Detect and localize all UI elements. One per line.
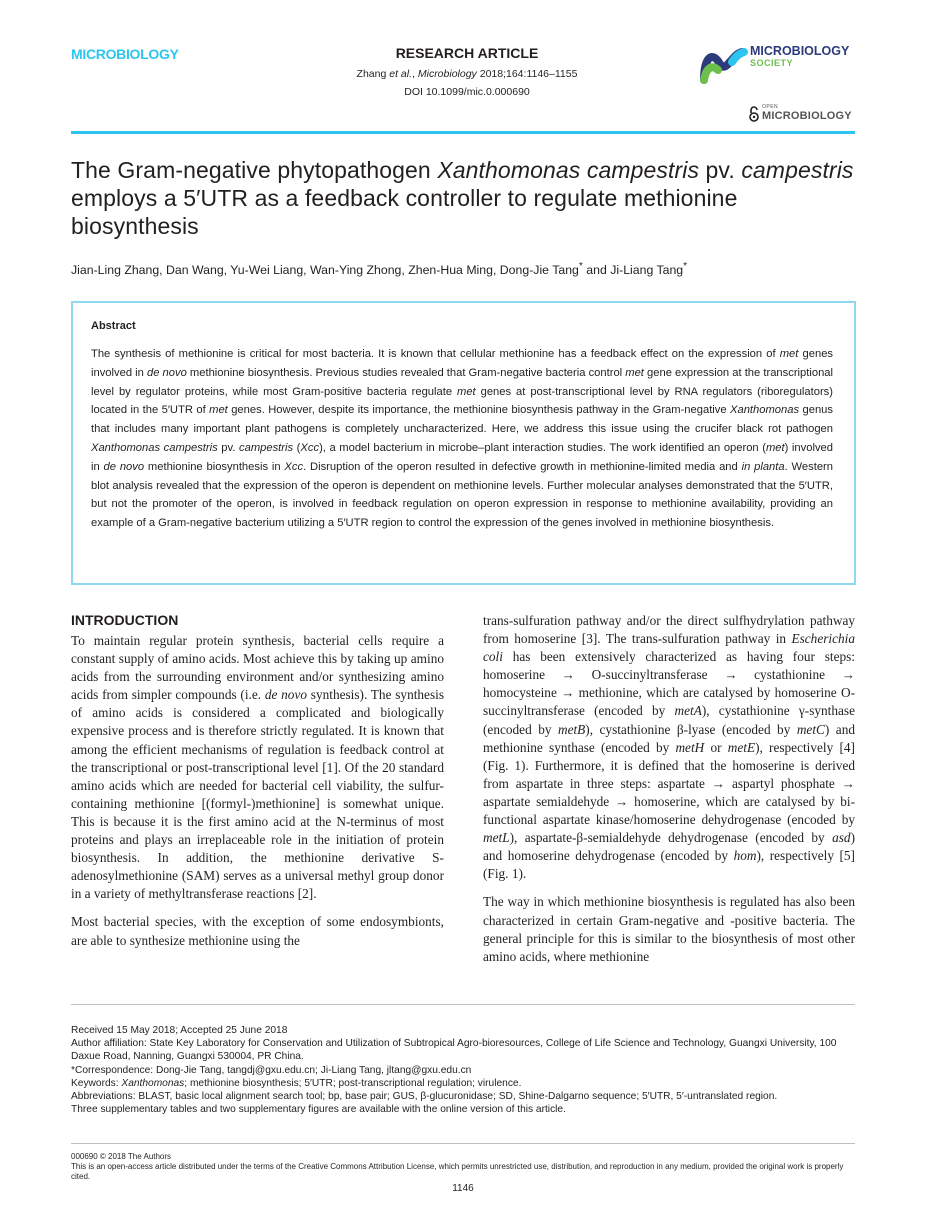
paragraph: To maintain regular protein synthesis, bacterial cells require a constant supply of amino acids. Most achieve this by taking up amino acids from the surrounding environment and/or synthesizing amino acids from simpler compounds (i.e. de novo synthesis). The synthesis of amino acids is considered a complicated and biologically expensive process and is therefore strictly regulated. It is known that among the efficient mechanisms of regulation is feedback control at the transcriptional or post-transcriptional level [1]. Of the 20 standard amino acids which are needed for bacterial cell viability, the sulfur-containing methionine [(formyl-)methionine] is somewhat unique. This is because it is the first amino acid at the N-terminus of most proteins and plays an irreplaceable role in the initiation of protein biosynthesis. In addition, the methionine derivative S-adenosylmethionine (SAM) serves as a universal methyl group donor in a variety of methyltransferase reactions [2].: [71, 633, 444, 902]
title-italic: campestris: [741, 157, 854, 183]
received-dates: Received 15 May 2018; Accepted 25 June 2018: [71, 1025, 288, 1036]
license-text: This is an open-access article distributed under the terms of the Creative Commons Attribution License, which permits unrestricted use, distribution, and reproduction in any medium, provided the original work is properly cited.: [71, 1162, 844, 1181]
open-label: OPEN: [762, 104, 779, 110]
citation-journal: Microbiology: [417, 68, 477, 80]
citation-sep: ,: [412, 68, 418, 80]
column-right: [483, 612, 855, 976]
open-access-lock-icon: [748, 106, 760, 122]
corresponding-mark: *: [683, 261, 688, 272]
footnote-rule: [71, 1004, 855, 1005]
article-title: [71, 156, 861, 240]
corresponding-mark: *: [578, 261, 583, 272]
abbreviations: Abbreviations: BLAST, basic local alignment search tool; bp, base pair; GUS, β-glucuronidase; SD, Shine-Dalgarno sequence; 5′UTR, 5′-untranslated region.: [71, 1091, 778, 1103]
title-italic: Xanthomonas campestris: [437, 157, 700, 183]
doi-link[interactable]: DOI 10.1099/mic.0.000690: [404, 86, 530, 98]
author-list: [71, 261, 871, 277]
citation-rest: 2018;164:1146–1155: [476, 68, 578, 80]
open-microbiology-logo: [748, 104, 858, 124]
citation-etal: et al.: [389, 68, 413, 80]
column-left: [71, 632, 444, 960]
keywords: Keywords: Xanthomonas; methionine biosynthesis; 5′UTR; post-transcriptional regulation; virulence.: [71, 1077, 522, 1089]
paragraph: The way in which methionine biosynthesis is regulated has also been characterized in certain Gram-negative and -positive bacteria. The general principle for this is similar to the biosynthesis of most other amino acids, where methionine: [483, 894, 855, 964]
license-block: [71, 1152, 855, 1182]
authors-text: and Ji-Liang Tang: [582, 263, 684, 278]
article-type: RESEARCH ARTICLE: [395, 45, 539, 61]
journal-tag: MICROBIOLOGY: [71, 46, 179, 62]
society-logo-text: [750, 45, 849, 69]
title-part: employs a 5′UTR as a feedback controller to regulate methionine biosynthesis: [71, 185, 738, 239]
abstract-heading: Abstract: [91, 320, 136, 332]
citation-authors: Zhang: [356, 68, 390, 80]
society-line2: SOCIETY: [750, 58, 794, 68]
correspondence: *Correspondence: Dong-Jie Tang, tangdj@gxu.edu.cn; Ji-Liang Tang, jltang@gxu.edu.cn: [71, 1064, 472, 1076]
paragraph: Most bacterial species, with the exception of some endosymbionts, are able to synthesize methionine using the: [71, 914, 444, 948]
header-rule: [71, 131, 855, 134]
footnotes: [71, 1024, 855, 1116]
authors-text: Jian-Ling Zhang, Dan Wang, Yu-Wei Liang, Wan-Ying Zhong, Zhen-Hua Ming, Dong-Jie Tang: [71, 263, 579, 278]
supplementary-note: Three supplementary tables and two supplementary figures are available with the online version of this article.: [71, 1104, 566, 1116]
page-number: 1146: [452, 1183, 474, 1194]
paragraph: trans-sulfuration pathway and/or the direct sulfhydrylation pathway from homoserine [3]. The trans-sulfuration pathway in Escherichia coli has been extensively characterized as having four steps: homoserine → O-succinyltransferase → cystathionine → homocysteine → methionine, which are catalysed by homoserine O-succinyltransferase (encoded by metA), cystathionine γ-synthase (encoded by metB), cystathionine β-lyase (encoded by metC) and methionine synthase (encoded by metH or metE), respectively [4] (Fig. 1). Furthermore, it is defined that the homoserine is derived from aspartate in three steps: aspartate → aspartyl phosphate → aspartate semialdehyde → homoserine, which are catalysed by bi-functional aspartate kinase/homoserine dehydrogenase (encoded by metL), aspartate-β-semialdehyde dehydrogenase (encoded by asd) and homoserine dehydrogenase (encoded by hom), respectively [5] (Fig. 1).: [483, 613, 855, 882]
introduction-heading: INTRODUCTION: [71, 612, 179, 628]
society-logo-icon: [698, 44, 748, 84]
society-line1: MICROBIOLOGY: [750, 44, 850, 58]
title-part: pv.: [699, 157, 742, 183]
affiliation: Author affiliation: State Key Laboratory for Conservation and Utilization of Subtropical Agro-bioresources, College of Life Science and Technology, Guangxi University, 100 Daxue Road, Nanning, Guangxi 530004, PR China.: [71, 1038, 837, 1063]
title-part: The Gram-negative phytopathogen: [71, 157, 438, 183]
abstract-body: The synthesis of methionine is critical for most bacteria. It is known that cellular methionine has a feedback effect on the expression of met genes involved in de novo methionine biosynthesis. Previous studies revealed that Gram-negative bacteria control met gene expression at the transcriptional level by regulator proteins, while most Gram-positive bacteria regulate met genes at post-transcriptional level by RNA regulators (riboregulators) located in the 5′UTR of met genes. However, despite its importance, the methionine biosynthesis pathway in the Gram-negative Xanthomonas genus that includes many important plant pathogens is completely uncharacterized. Here, we address this issue using the crucifer black rot pathogen Xanthomonas campestris pv. campestris (Xcc), a model bacterium in microbe–plant interaction studies. The work identified an operon (met) involved in de novo methionine biosynthesis in Xcc. Disruption of the operon resulted in defective growth in methionine-limited media and in planta. Western blot analysis revealed that the expression of the operon is dependent on methionine levels. Further molecular analyses demonstrated that the 5′UTR, but not the promoter of the operon, is involved in feedback regulation on operon expression in response to methionine availability, providing an example of a Gram-negative bacterium utilizing a 5′UTR region to control the expression of the genes involved in methionine biosynthesis.: [91, 348, 834, 530]
copyright: 000690 © 2018 The Authors: [71, 1152, 172, 1161]
open-microbiology-label: MICROBIOLOGY: [762, 110, 852, 122]
license-rule: [71, 1143, 855, 1144]
citation: [300, 68, 634, 80]
